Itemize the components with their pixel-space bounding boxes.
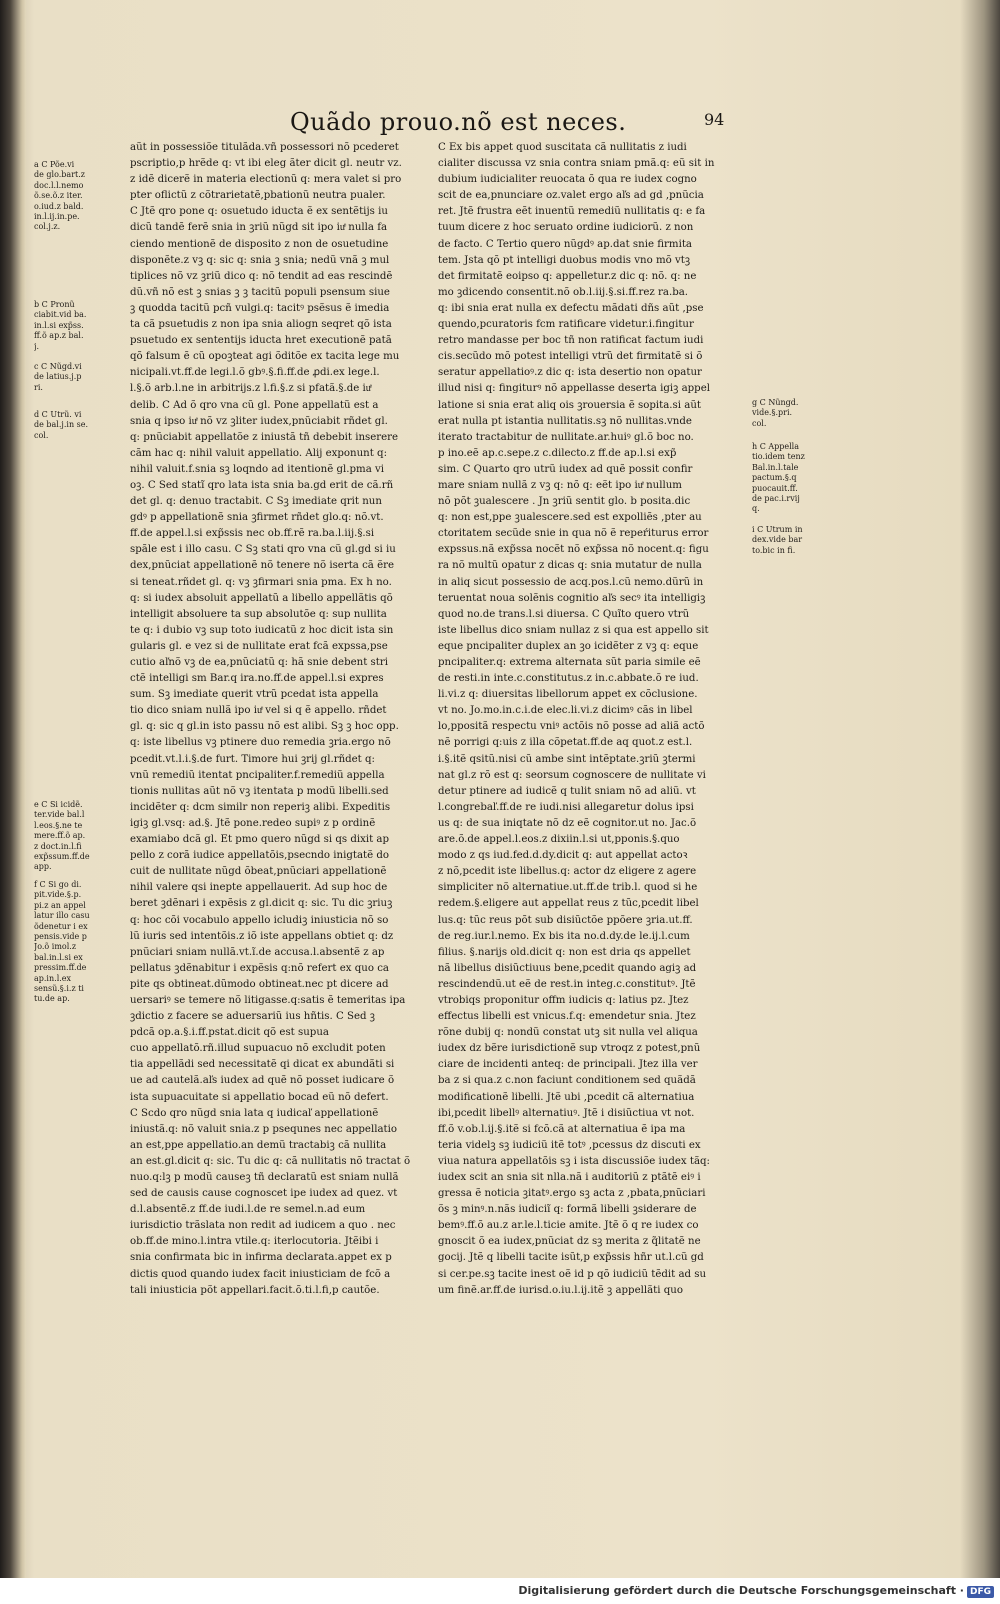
left-column-line: ue ad cautelã.aľs iudex ad quẽ nõ posset iudicare õ xyxy=(130,1075,395,1087)
left-column-line: ob.ff.de mino.l.intra vtile.q: iterlocutoria. Jtẽibi i xyxy=(130,1236,379,1248)
right-column-line: nat gl.z rõ est q: seorsum cognoscere de nullitate vi xyxy=(438,769,706,781)
left-column-line: disponẽte.z vꝫ q: sic q: snia ꝫ snia; nedũ vnã ꝫ mul xyxy=(130,254,390,266)
margin-note-f-line: pit.vide.§.p. xyxy=(34,890,82,900)
right-column-line: redem.§.eligere aut appellat reus z tũc,pcedit libel xyxy=(438,898,699,910)
left-column-line: an est.gl.dicit q: sic. Tu dic q: cã nullitatis nõ tractat õ xyxy=(130,1155,411,1167)
margin-note-a-line: de glo.bart.z xyxy=(34,170,85,180)
margin-note-b xyxy=(34,300,106,352)
margin-note-e-line: z doct.in.l.fi xyxy=(34,841,82,851)
left-column-line: d.l.absentẽ.z ff.de iudi.l.de re semel.n.ad eum xyxy=(130,1204,366,1216)
left-column-line: nicipali.vt.ff.de legi.l.õ gbꝰ.§.fi.ff.de ꝓdi.ex lege.l. xyxy=(130,367,380,379)
left-column-line: te q: i dubio vꝫ sup toto iudicatũ z hoc dicit ista sin xyxy=(130,624,394,636)
left-column-line: cutio aľnõ vꝫ de ea,pnũciatũ q: hã snie debent stri xyxy=(130,657,388,668)
left-column-line: cuit de nullitate nũgd õbeat,pnũciari appellationẽ xyxy=(130,866,387,878)
margin-note-f-line: bal.in.l.si ex xyxy=(34,952,83,962)
right-column-line: de facto. C Tertio quero nũgdꝰ ap.dat snie firmita xyxy=(438,238,692,250)
left-column-line: ta cã psuetudis z non ipa snia aliogn seqret qõ ista xyxy=(130,319,392,331)
left-column-line: pter oflictũ z cõtrarietatẽ,pbationũ neutra pualer. xyxy=(130,190,386,202)
right-column-line: C Ex bis appet quod suscitata cã nullitatis z iudi xyxy=(438,142,687,153)
right-column-line: nõ põt ꝫualescere . Jn ꝫriũ sentit glo. b posita.dic xyxy=(438,496,691,508)
margin-note-e xyxy=(34,800,106,873)
right-column-line: õs ꝫ minꝰ.n.nãs iudiciĩ q: formã libelli ꝫsiderare de xyxy=(438,1204,697,1216)
right-column-line: quod no.de trans.l.si diuersa. C Quĩto quero vtrũ xyxy=(438,608,690,620)
right-column-line: si cer.pe.sꝫ tacite inest oẽ id p qõ iudiciũ tẽdit ad su xyxy=(438,1268,707,1280)
right-column-line: nẽ porrigi q:uis z illa cõpetat.ff.de aq quot.z est.l. xyxy=(438,737,693,749)
margin-note-c-line: c C Nũgd.vi xyxy=(34,362,82,371)
left-column-line: beret ꝫdẽnari i expẽsis z gl.dicit q: sic. Tu dic ꝫriuꝫ xyxy=(130,898,393,910)
margin-note-i-line: to.bic in fi. xyxy=(752,545,796,555)
left-column-line: q: hoc cõi vocabulo appello icludiꝫ iniusticia nõ so xyxy=(130,914,389,926)
right-column-line: iudex scit an snia sit nlla.nã i auditoriũ z ptãtẽ eiꝰ i xyxy=(438,1172,701,1183)
margin-note-b-line: j. xyxy=(34,341,40,351)
margin-note-h-line: h C Appella xyxy=(752,442,799,451)
left-column-line: snia confirmata bic in infirma declarata.appet ex p xyxy=(130,1252,392,1264)
left-column-line: spãle est i illo casu. C Sꝫ stati qro vna cũ gl.gd si iu xyxy=(130,544,396,556)
left-column-line: ista supuacuitate si appellatio bocad eũ nõ defert. xyxy=(130,1091,389,1103)
left-column-line: nihil valuit.f.snia sꝫ loqndo ad itentionẽ gl.pma vi xyxy=(130,463,385,475)
margin-note-c-line: de latius.j.p xyxy=(34,372,82,382)
left-column-line: dex,pnũciat appellationẽ nõ tenere nõ iserta cã ẽre xyxy=(130,560,395,572)
right-column-line: seratur appellatioꝰ.z dic q: ista desertio non opatur xyxy=(438,367,702,379)
right-text-column xyxy=(438,140,738,1600)
left-column-line: dictis quod quando iudex facit iniusticiam de fcõ a xyxy=(130,1268,391,1280)
margin-note-e-line: e C Si icidẽ. xyxy=(34,800,83,809)
margin-note-f-line: sensũ.§.i.z ti xyxy=(34,983,84,993)
left-column-line: dũ.vñ nõ est ꝫ snias ꝫ ꝫ tacitũ populi psensum siue xyxy=(130,286,390,298)
margin-note-e-line: app. xyxy=(34,862,52,872)
right-column-line: det firmitatẽ eoipso q: appelletur.z dic q: nõ. q: ne xyxy=(438,270,697,282)
right-column-line: q: ibi snia erat nulla ex defectu mãdati dñs aũt ,pse xyxy=(438,302,704,314)
left-column-line: vnũ remediũ itentat pncipaliter.f.remediũ appella xyxy=(130,769,385,781)
margin-note-h-line: puocauit.ff. xyxy=(752,483,798,493)
right-column-line: z nõ,pcedit iste libellus.q: actor dz eligere z agere xyxy=(438,866,697,878)
right-column-line: effectus libelli est vnicus.f.q: emendetur snia. Jtez xyxy=(438,1011,696,1023)
right-column-line: ciare de incidenti anteq: de principali. Jtez illa ver xyxy=(438,1059,698,1071)
right-column-line: gocij. Jtẽ q libelli tacite isũt,p exp̃ssis hñr ut.l.cũ gd xyxy=(438,1252,704,1264)
margin-note-e-line: l.eos.§.ne te xyxy=(34,820,83,830)
margin-note-d-line: de bal.j.in se. xyxy=(34,420,89,430)
right-column-line: tuum dicere z hoc seruato ordine iudiciorũ. z non xyxy=(438,222,694,234)
margin-note-d-line: col. xyxy=(34,430,49,440)
right-column-line: iste libellus dico sniam nullaz z si qua est appello sit xyxy=(438,624,709,636)
right-column-line: p ino.eẽ ap.c.sepe.z c.dilecto.z ff.de ap.l.si exp̃ xyxy=(438,447,677,459)
right-column-line: latione si snia erat aliq ois ꝫrouersia ẽ sopita.si aũt xyxy=(438,399,701,411)
right-column-line: cialiter discussa vz snia contra sniam pmã.q: eũ sit in xyxy=(438,158,715,170)
left-column-line: an est,ppe appellatio.an demũ tractabiꝫ cã nullita xyxy=(130,1139,387,1151)
credit-text: Digitalisierung gefördert durch die Deutsche Forschungsgemeinschaft · xyxy=(518,1584,964,1597)
margin-note-a-line: o.iud.z bald. xyxy=(34,201,84,211)
right-column-line: expssus.nã exp̃ssa nocẽt nõ exp̃ssa nõ nocent.q: figu xyxy=(438,544,709,556)
left-column-line: examiabo dcã gl. Et pmo quero nũgd si qs dixit ap xyxy=(130,834,390,846)
right-column-line: li.vi.z q: diuersitas libellorum appet ex cõclusione. xyxy=(438,689,698,701)
left-column-line: sed de causis cause cognoscet ipe iudex ad quez. vt xyxy=(130,1188,398,1200)
right-column-line: de reg.iur.l.nemo. Ex bis ita no.d.dy.de le.ij.l.cum xyxy=(438,930,690,942)
left-column-line: C Jtẽ qro pone q: osuetudo iducta ẽ ex sentẽtijs iu xyxy=(130,206,388,218)
left-column-line: psuetudo ex sententijs iducta hret executionẽ patã xyxy=(130,335,392,347)
right-column-line: pncipaliter.q: extrema alternata sũt paria simile eẽ xyxy=(438,657,701,668)
left-column-line: snia q ipso iuͤ nõ vz ꝫliter iudex,pnũciabit rñdet gl. xyxy=(130,415,388,427)
left-column-line: gularis gl. e vez si de nullitate erat fcã expssa,pse xyxy=(130,640,388,652)
left-column-line: q: pnũciabit appellatõe z iniustã tñ debebit inserere xyxy=(130,431,399,443)
margin-note-c-line: ri. xyxy=(34,382,43,392)
left-column-line: pello z corã iudice appellatõis,psecndo inigtatẽ do xyxy=(130,850,390,862)
left-column-line: qõ falsum ẽ cũ opoꝫteat agi õditõe ex tacita lege mu xyxy=(130,351,400,363)
left-column-line: uersariꝰ se temere nõ litigasse.q:satis ẽ temeritas ipa xyxy=(130,994,406,1006)
right-column-line: tem. Jsta qõ pt intelligi duobus modis vno mõ vtꝫ xyxy=(438,254,691,266)
folio-number: 94 xyxy=(704,110,725,129)
left-column-line: q: iste libellus vꝫ ptinere duo remedia ꝫria.ergo nõ xyxy=(130,737,391,749)
margin-note-h-line: tio.idem tenz xyxy=(752,452,805,462)
digitization-credit xyxy=(518,1584,994,1598)
right-column-line: ba z si qua.z c.non faciunt conditionem sed quãdã xyxy=(438,1075,696,1087)
left-column-line: ciendo mentionẽ de disposito z non de osuetudine xyxy=(130,238,389,250)
margin-note-g-line: g C Nũngd. xyxy=(752,398,799,407)
left-column-line: iniustã.q: nõ valuit snia.z p psequnes nec appellatio xyxy=(130,1123,398,1135)
running-title: Quãdo prouo.nõ est neces. xyxy=(290,108,627,136)
left-column-line: z idẽ dicerẽ in materia electionũ q: mera valet si pro xyxy=(130,174,402,186)
left-column-line: tio dico sniam nullã ipo iuͤ vel si q ẽ appello. rñdet xyxy=(130,705,387,717)
left-column-line: pdcã op.a.§.i.ff.pstat.dicit qõ est supua xyxy=(130,1027,329,1039)
margin-note-f-line: pressim.ff.de xyxy=(34,963,87,973)
right-column-line: vtrobiqs proponitur offm iudicis q: latius pz. Jtez xyxy=(438,994,689,1006)
left-column-line: aũt in possessiõe titulãda.vñ possessori nõ pcederet xyxy=(130,142,399,153)
margin-note-a-line: in.l.ij.in.pe. xyxy=(34,211,80,221)
left-column-line: tia appellãdi sed necessitatẽ qi dicat ex abundãti si xyxy=(130,1059,395,1071)
right-column-line: illud nisi q: fingiturꝰ nõ appellasse deserta igiꝫ appel xyxy=(438,383,710,395)
right-column-line: modo z qs iud.fed.d.dy.dicit q: aut appellat actoꝛ xyxy=(438,850,688,862)
right-column-line: vt no. Jo.mo.in.c.i.de elec.li.vi.z dicimꝰ cãs in libel xyxy=(438,705,693,717)
margin-note-g xyxy=(752,398,822,429)
right-column-line: rõne dubij q: nondũ constat utꝫ sit nulla vel aliqua xyxy=(438,1027,698,1039)
margin-note-f-line: pensis.vide p xyxy=(34,931,87,941)
margin-note-f-line: pi.z an appel xyxy=(34,900,86,910)
right-column-line: retro mandasse per boc tñ non ratificat factum iudi xyxy=(438,335,704,347)
margin-note-b-line: in.l.si exp̃ss. xyxy=(34,320,84,330)
margin-note-h-line: de pac.i.rvij xyxy=(752,493,800,503)
right-column-line: nã libellus disiũctiuus bene,pcedit quando agiꝫ ad xyxy=(438,962,697,974)
right-column-line: ret. Jtẽ frustra eẽt inuentũ remediũ nullitatis q: e fa xyxy=(438,206,706,218)
right-column-line: modificationẽ libelli. Jtẽ ubi ,pcedit cã alternatiua xyxy=(438,1091,695,1103)
margin-note-e-line: exp̃ssum.ff.de xyxy=(34,851,90,861)
left-column-line: ctẽ intelligi sm Bar.q ira.no.ff.de appel.l.si expres xyxy=(130,673,384,685)
right-column-line: q: non est,ppe ꝫualescere.sed est expolliẽs ,pter au xyxy=(438,512,702,524)
right-column-line: eque pncipaliter duplex an ꝫo icidẽter z vꝫ q: eque xyxy=(438,640,699,652)
margin-note-a-line: col.j.z. xyxy=(34,222,61,232)
margin-note-b-line: b C Pronũ xyxy=(34,300,75,309)
margin-note-h-line: pactum.§.q xyxy=(752,473,797,483)
margin-note-i-line: dex.vide bar xyxy=(752,535,803,545)
right-column-line: gnoscit õ ea iudex,pnũciat dz sꝫ merita z q̃litatẽ ne xyxy=(438,1236,701,1248)
right-column-line: filius. §.narijs old.dicit q: non est dria qs appellet xyxy=(438,946,691,958)
right-column-line: teruentat noua solẽnis cognitio aľs secꝰ ita intelligiꝫ xyxy=(438,592,706,604)
right-column-line: de resti.in inte.c.constitutus.z in.c.abbate.õ re iud. xyxy=(438,673,699,685)
margin-note-f-line: tu.de ap. xyxy=(34,994,70,1004)
left-text-column xyxy=(130,140,415,1310)
margin-note-e-line: mere.ff.õ ap. xyxy=(34,831,86,841)
left-column-line: ꝫdictio z facere se aduersariũ ius hñtis. C Sed ꝫ xyxy=(130,1011,375,1023)
right-column-line: lo,ppositã respectu vniꝰ actõis nõ posse ad aliã actõ xyxy=(438,721,705,733)
margin-note-g-line: col. xyxy=(752,418,767,428)
left-column-line: det gl. q: denuo tractabit. C Sꝫ imediate qrit nun xyxy=(130,496,382,508)
right-column-line: ff.õ v.ob.l.ij.§.itẽ si fcõ.cã at alternatiua ẽ ipa ma xyxy=(438,1123,686,1135)
left-column-line: tali iniusticia põt appellari.facit.õ.ti.l.fi,p cautõe. xyxy=(130,1284,380,1296)
right-column-line: quendo,pcuratoris fcm ratificare videtur.i.fingitur xyxy=(438,319,694,331)
left-column-line: gdꝰ p appellationẽ snia ꝫfirmet rñdet glo.q: nõ.vt. xyxy=(130,512,384,524)
left-column-line: tiplices nõ vz ꝫriũ dico q: nõ tendit ad eas rescindẽ xyxy=(130,270,393,282)
left-column-line: igiꝫ gl.vsq: ad.§. Jtẽ pone.redeo supiꝰ z p ordinẽ xyxy=(130,817,376,829)
right-column-line: l.congrebaľ.ff.de re iudi.nisi allegaretur dolus ipsi xyxy=(438,801,694,813)
left-column-line: si teneat.rñdet gl. q: vꝫ ꝫfirmari snia pma. Ex h no. xyxy=(130,576,392,588)
right-column-line: mo ꝫdicendo consentit.nõ ob.l.iij.§.si.ff.rez ra.ba. xyxy=(438,286,689,298)
left-column-line: incidẽter q: dcm similr non reperiꝫ alibi. Expeditis xyxy=(130,801,391,813)
margin-note-d xyxy=(34,410,106,441)
right-column-line: lus.q: tũc reus põt sub disiũctõe ppõere ꝫria.ut.ff. xyxy=(438,914,693,926)
margin-note-f xyxy=(34,880,106,1005)
margin-note-f-line: Jo.õ imol.z xyxy=(34,942,77,952)
right-column-line: i.§.itẽ qsitũ.nisi cũ ambe sint intẽptate.ꝫriũ ꝫtermi xyxy=(438,753,696,765)
left-column-line: sum. Sꝫ imediate querit vtrũ pcedat ista appella xyxy=(130,689,379,701)
left-column-line: ff.de appel.l.si exp̃ssis nec ob.ff.rẽ ra.ba.l.iij.§.si xyxy=(130,528,375,540)
margin-note-i xyxy=(752,525,822,556)
margin-note-c xyxy=(34,362,106,393)
left-column-line: pellatus ꝫdẽnabitur i expẽsis q:nõ refert ex quo ca xyxy=(130,962,390,974)
margin-note-h-line: Bal.in.l.tale xyxy=(752,462,799,472)
right-column-line: rescindendũ.ut eẽ de rest.in integ.c.constitutꝰ. Jtẽ xyxy=(438,978,696,990)
left-column-line: intelligit absoluere ta sup absolutõe q: sup nullita xyxy=(130,608,387,620)
left-column-line: l.§.õ arb.l.ne in arbitrijs.z l.fi.§.z si pfatã.§.de iuͤ xyxy=(130,383,371,395)
right-column-line: are.õ.de appel.l.eos.z dixiin.l.si ut,pponis.§.quo xyxy=(438,834,680,846)
left-column-line: lũ iuris sed intentõis.z iõ iste appellans obtiet q: dz xyxy=(130,930,394,942)
margin-note-a-line: a C Põe.vi xyxy=(34,160,75,169)
left-column-line: q: si iudex absoluit appellatũ a libello appellãtis qõ xyxy=(130,592,393,604)
left-column-line: cãm hac q: nihil valuit appellatio. Alij exponunt q: xyxy=(130,447,388,459)
right-column-line: dubium iudicialiter reuocata õ qua re iudex cogno xyxy=(438,174,697,186)
right-column-line: iterato tractabitur de nullitate.ar.huiꝰ gl.õ boc no. xyxy=(438,431,694,443)
margin-note-e-line: ter.vide bal.l xyxy=(34,810,85,820)
margin-note-f-line: õdenetur i ex xyxy=(34,921,88,931)
margin-note-h-line: q. xyxy=(752,504,760,514)
right-column-line: cis.secũdo mõ potest intelligi vtrũ det firmitatẽ si õ xyxy=(438,351,703,363)
left-column-line: cuo appellatõ.rñ.illud supuacuo nõ excludit poten xyxy=(130,1043,386,1055)
right-column-line: simpliciter nõ alternatiue.ut.ff.de trib.l. quod si he xyxy=(438,882,698,894)
right-column-line: detur ptinere ad iudicẽ q tulit sniam nõ ad aliũ. vt xyxy=(438,785,696,797)
left-column-line: nuo.q:lꝫ p modũ causeꝫ tñ declaratũ est sniam nullã xyxy=(130,1172,399,1183)
right-column-line: in aliq sicut possessio de acq.pos.l.cũ nemo.dũrũ in xyxy=(438,576,704,588)
left-column-line: pscriptio,p hrẽde q: vt ibi eleg ãter dicit gl. neutr vz. xyxy=(130,158,402,170)
margin-note-g-line: vide.§.pri. xyxy=(752,408,793,418)
right-column-line: um finẽ.ar.ff.de iurisd.o.iu.l.ij.itẽ ꝫ appellãti quo xyxy=(438,1284,683,1296)
right-column-line: viua natura appellatõis sꝫ i ista discussiõe iudex tãq: xyxy=(438,1155,710,1167)
margin-note-f-line: f C Si go di. xyxy=(34,880,82,889)
margin-note-b-line: ciabit.vid ba. xyxy=(34,310,87,320)
right-column-line: teria videlꝫ sꝫ iudiciũ itẽ totꝰ ,pcessus dz discuti ex xyxy=(438,1139,701,1151)
right-column-line: iudex dz bẽre iurisdictionẽ sup vtroqz z potest,pnũ xyxy=(438,1043,701,1055)
margin-note-f-line: latur illo casu xyxy=(34,911,90,921)
margin-note-b-line: ff.õ ap.z bal. xyxy=(34,331,84,341)
dfg-logo: DFG xyxy=(967,1586,994,1598)
right-column-line: sim. C Quarto qro utrũ iudex ad quẽ possit confir xyxy=(438,463,693,475)
left-column-line: pite qs obtineat.dũmodo obtineat.nec pt dicere ad xyxy=(130,978,389,990)
left-column-line: delib. C Ad õ qro vna cũ gl. Pone appellatũ est a xyxy=(130,399,379,411)
right-column-line: erat nulla pt istantia nullitatis.sꝫ nõ nullitas.vnde xyxy=(438,415,692,427)
right-column-line: bemꝰ.ff.õ au.z ar.le.l.ticie amite. Jtẽ õ q re iudex co xyxy=(438,1220,699,1232)
right-column-line: ctoritatem secũde snie in qua nõ ẽ repeŕiturus error xyxy=(438,528,709,540)
right-column-line: us q: de sua iniqtate nõ dz eẽ cognitor.ut no. Jac.õ xyxy=(438,817,697,829)
margin-note-a-line: doc.l.l.nemo xyxy=(34,180,84,190)
right-column-line: ra nõ multũ opatur z dicas q: snia mutatur de nulla xyxy=(438,560,702,572)
margin-note-f-line: ap.in.l.ex xyxy=(34,973,72,983)
left-column-line: C Scdo qro nũgd snia lata q iudicaľ appellationẽ xyxy=(130,1107,379,1119)
left-column-line: gl. q: sic q gl.in isto passu nõ est alibi. Sꝫ ꝫ hoc opp. xyxy=(130,721,399,733)
margin-note-h xyxy=(752,442,822,515)
right-column-line: gressa ẽ noticia ꝫitatꝰ.ergo sꝫ acta z ,pbata,pnũciari xyxy=(438,1188,706,1200)
left-column-line: pnũciari sniam nullã.vt.ĩ.de accusa.l.absentẽ z ap xyxy=(130,946,385,958)
left-column-line: ꝫ quodda tacitũ pcñ vulgi.q: tacitꝰ psẽsus ẽ imedia xyxy=(130,302,390,314)
margin-note-a-line: õ.se.õ.z iter. xyxy=(34,191,83,201)
left-column-line: tionis nullitas aũt nõ vꝫ itentata p modũ libelli.sed xyxy=(130,785,389,797)
margin-note-i-line: i C Utrum in xyxy=(752,525,803,534)
left-column-line: iurisdictio trãslata non redit ad iudicem a quo . nec xyxy=(130,1220,396,1232)
right-column-line: mare sniam nullã z vꝫ q: nõ q: eẽt ipo iuͤ nullum xyxy=(438,479,682,491)
left-column-line: dicũ tandẽ ferẽ snia in ꝫriũ nũgd sit ipo iuͤ nulla fa xyxy=(130,222,388,234)
left-column-line: nihil valere qsi inepte appellauerit. Ad sup hoc de xyxy=(130,882,388,894)
margin-note-a xyxy=(34,160,106,233)
left-column-line: pcedit.vt.l.i.§.de furt. Timore hui ꝫrij gl.rñdet q: xyxy=(130,753,375,765)
right-column-line: scit de ea,pnunciare oz.valet ergo aľs ad gd ,pnũcia xyxy=(438,190,704,202)
adjacent-page-edge xyxy=(0,0,26,1604)
right-column-line: ibi,pcedit libellꝰ alternatiuꝰ. Jtẽ i disiũctiua vt not. xyxy=(438,1107,695,1119)
margin-note-d-line: d C Utrũ. vi xyxy=(34,410,82,419)
left-column-line: oꝫ. C Sed statĩ qro lata ista snia ba.gd erit de cã.rñ xyxy=(130,479,394,491)
